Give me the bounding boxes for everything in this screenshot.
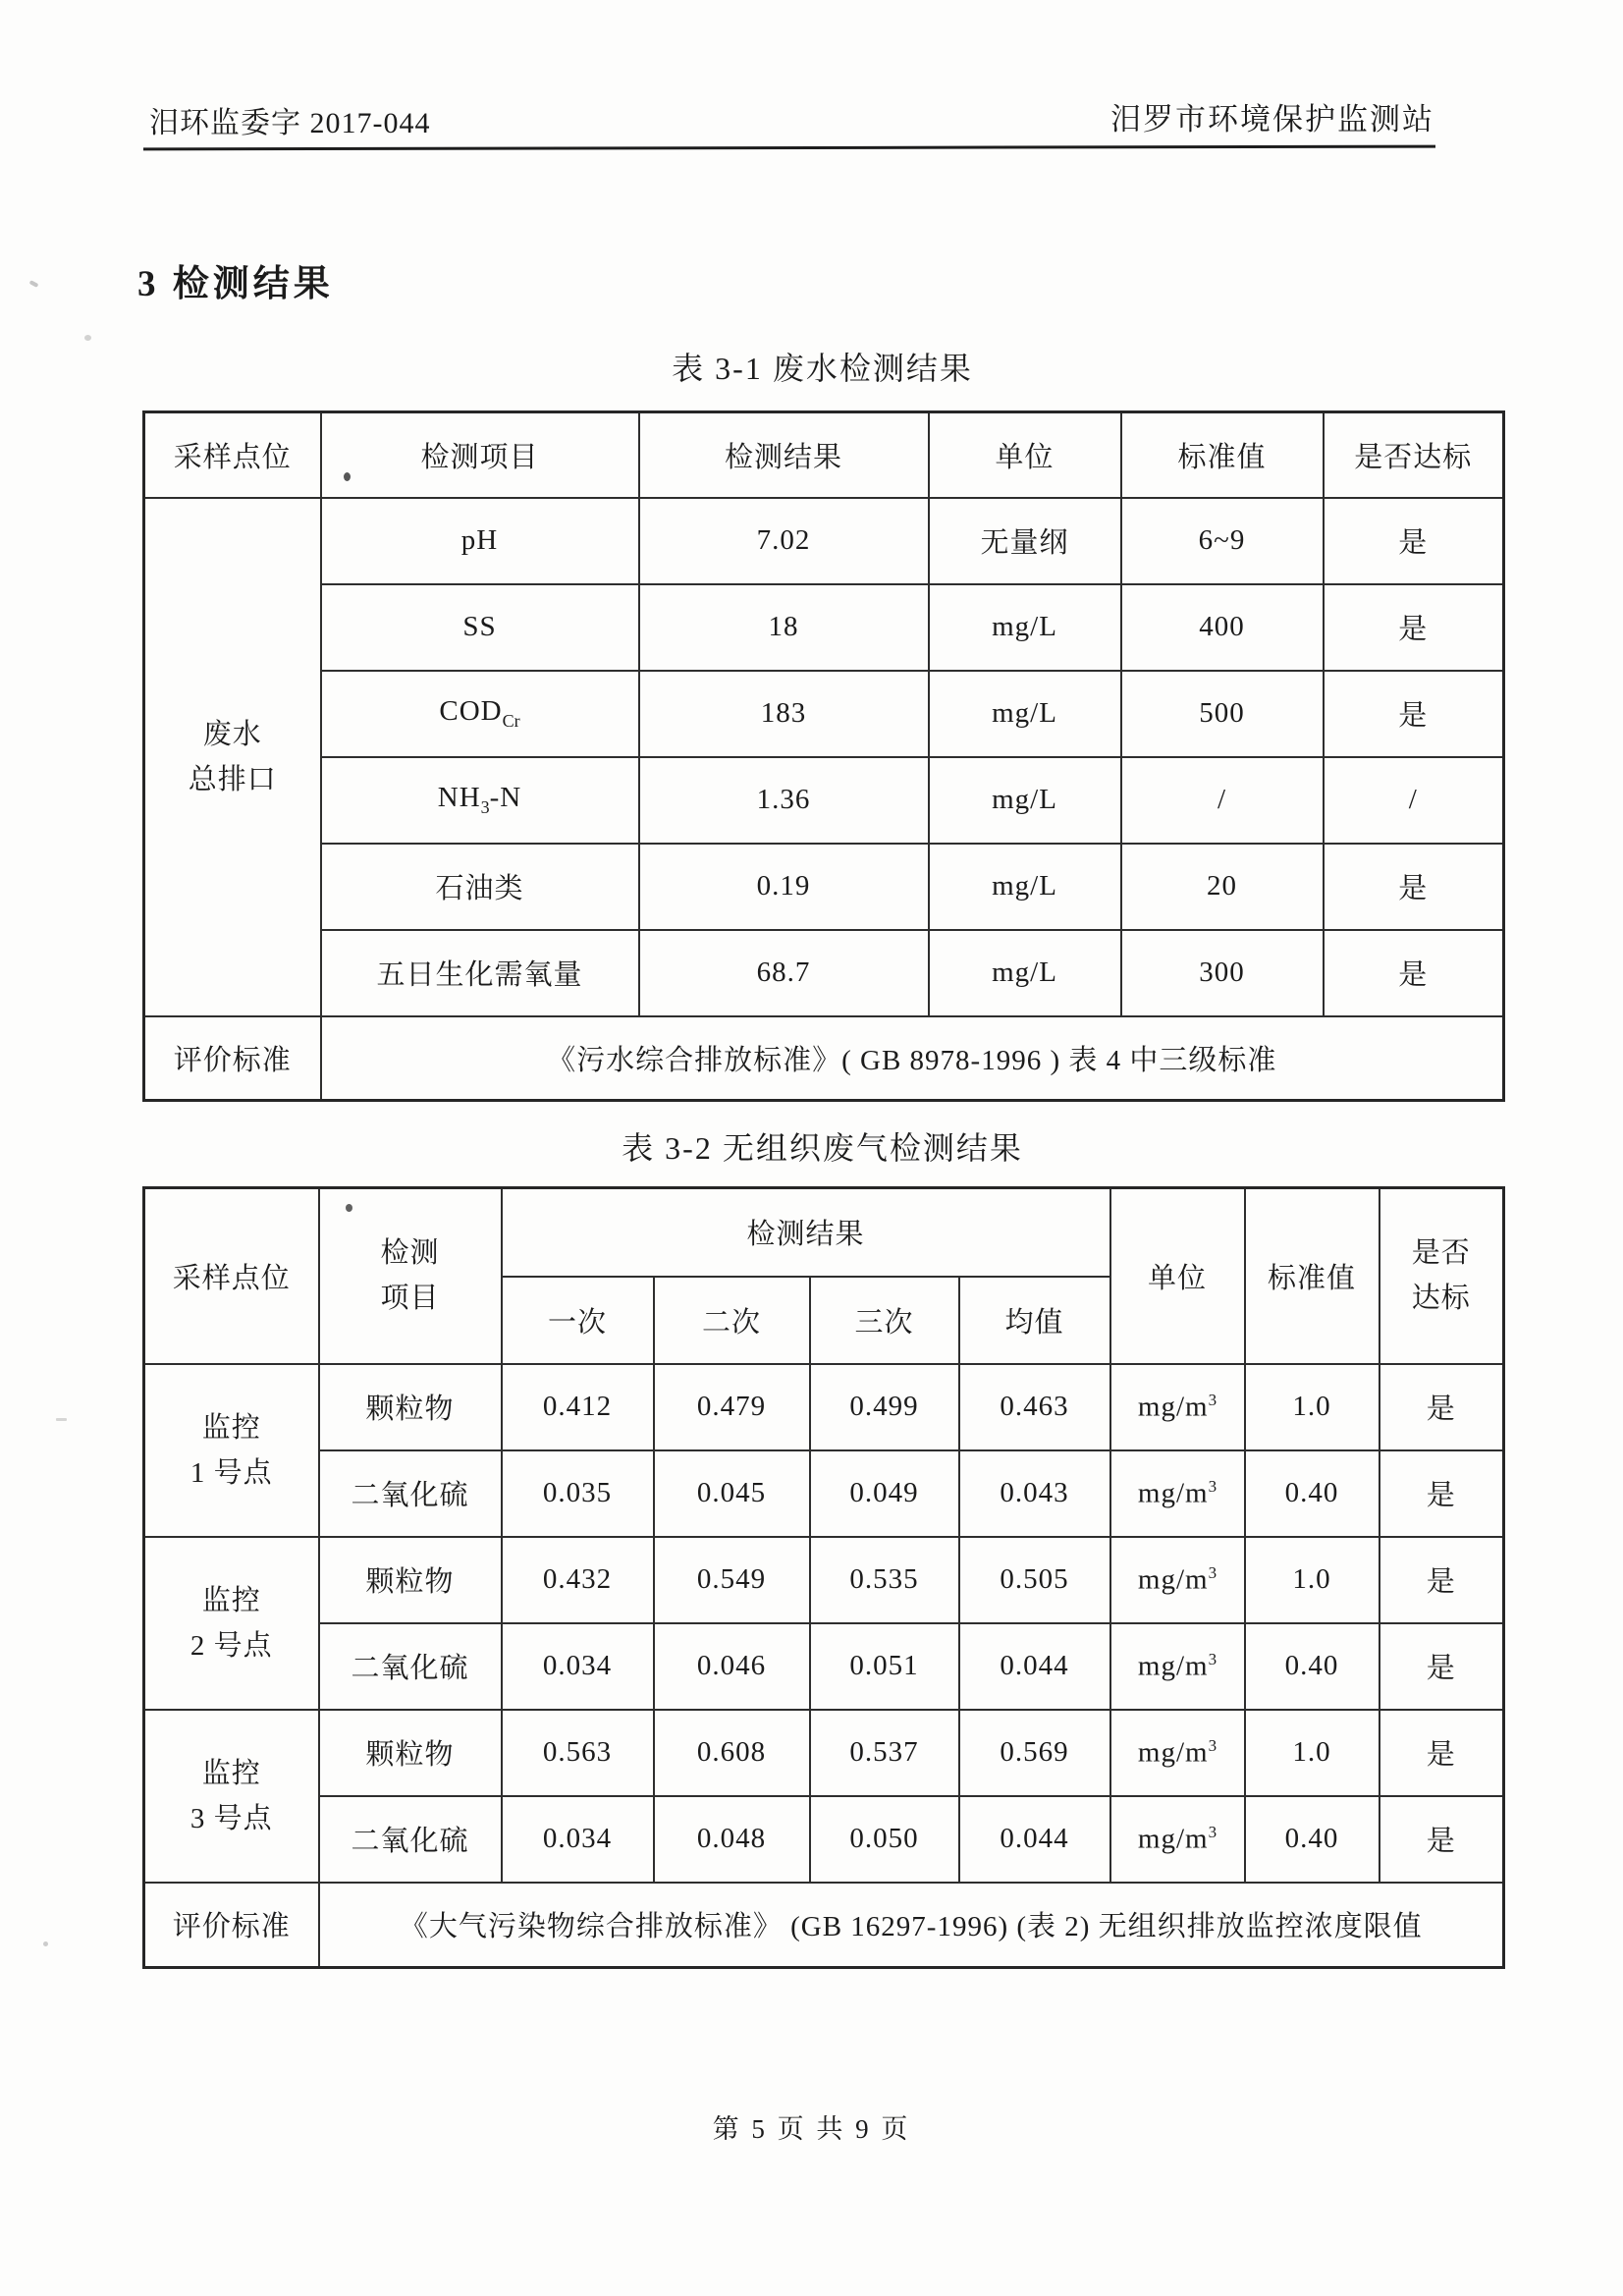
run2-cell: 0.048 — [654, 1796, 810, 1883]
evaluation-text: 《污水综合排放标准》( GB 8978-1996 ) 表 4 中三级标准 — [321, 1016, 1504, 1101]
scan-mark-artifact — [29, 280, 39, 288]
run2-cell: 0.045 — [654, 1450, 810, 1537]
item-cell: 石油类 — [321, 844, 639, 930]
run2-cell: 0.046 — [654, 1623, 810, 1710]
evaluation-label: 评价标准 — [144, 1016, 321, 1101]
table-row — [144, 584, 1504, 671]
unit-cell: $mg/m^3$ — [1110, 1796, 1245, 1883]
run1-cell: 0.412 — [502, 1364, 654, 1450]
result-cell: 1.36 — [639, 757, 929, 844]
item-cell: pH — [321, 498, 639, 584]
scan-mark-artifact — [43, 1941, 48, 1946]
unit-cell: mg/L — [929, 671, 1121, 757]
run1-cell: 0.432 — [502, 1537, 654, 1623]
item-cell: SS — [321, 584, 639, 671]
item-cell: 颗粒物 — [319, 1364, 502, 1450]
ink-dot-artifact — [346, 1204, 352, 1212]
result-cell: 183 — [639, 671, 929, 757]
item-cell: $NH_3-N$ — [321, 757, 639, 844]
standard-cell: 500 — [1121, 671, 1324, 757]
standard-cell: 0.40 — [1245, 1450, 1380, 1537]
run3-cell: 0.049 — [810, 1450, 959, 1537]
unit-cell: $mg/m^3$ — [1110, 1710, 1245, 1796]
standard-cell: 300 — [1121, 930, 1324, 1016]
table-row — [144, 1364, 1504, 1450]
compliance-cell: 是 — [1324, 844, 1504, 930]
unit-cell: $mg/m^3$ — [1110, 1364, 1245, 1450]
item-cell: 颗粒物 — [319, 1537, 502, 1623]
standard-cell: / — [1121, 757, 1324, 844]
run1-cell: 0.034 — [502, 1796, 654, 1883]
compliance-cell: 是 — [1380, 1623, 1504, 1710]
table-header-row — [144, 1188, 1504, 1277]
item-cell: 二氧化硫 — [319, 1796, 502, 1883]
evaluation-label: 评价标准 — [144, 1883, 319, 1968]
fugitive-gas-results-table — [142, 1186, 1505, 1969]
unit-cell: mg/L — [929, 844, 1121, 930]
average-cell: 0.505 — [959, 1537, 1110, 1623]
result-cell: 0.19 — [639, 844, 929, 930]
table-row — [144, 498, 1504, 584]
header-compliance: 是否达标 — [1324, 412, 1504, 498]
header-run2: 二次 — [654, 1277, 810, 1364]
scan-mark-artifact — [56, 1418, 67, 1421]
average-cell: 0.044 — [959, 1796, 1110, 1883]
header-run1: 一次 — [502, 1277, 654, 1364]
site-cell — [144, 498, 321, 1016]
agency-name: 汨罗市环境保护监测站 — [1110, 102, 1434, 137]
table-row — [144, 1450, 1504, 1537]
compliance-cell: 是 — [1324, 930, 1504, 1016]
average-cell: 0.463 — [959, 1364, 1110, 1450]
unit-cell: $mg/m^3$ — [1110, 1537, 1245, 1623]
header-sampling-point: 采样点位 — [144, 412, 321, 498]
header-average: 均值 — [959, 1277, 1110, 1364]
run2-cell: 0.608 — [654, 1710, 810, 1796]
average-cell: 0.569 — [959, 1710, 1110, 1796]
table1-title: 表 3-1 废水检测结果 — [672, 351, 973, 386]
compliance-cell: 是 — [1380, 1450, 1504, 1537]
run3-cell: 0.537 — [810, 1710, 959, 1796]
document-number: 汨环监委字 2017-044 — [149, 107, 431, 139]
table-row — [144, 1710, 1504, 1796]
table-row — [144, 1796, 1504, 1883]
standard-cell: 0.40 — [1245, 1623, 1380, 1710]
header-test-item: 检测项目 — [321, 412, 639, 498]
unit-cell: mg/L — [929, 757, 1121, 844]
run2-cell: 0.479 — [654, 1364, 810, 1450]
standard-cell: 6~9 — [1121, 498, 1324, 584]
run3-cell: 0.499 — [810, 1364, 959, 1450]
header-test-result: 检测结果 — [639, 412, 929, 498]
header-unit: 单位 — [1110, 1188, 1245, 1364]
table-row — [144, 930, 1504, 1016]
page-number: 第 5 页 共 9 页 — [712, 2114, 911, 2144]
unit-cell: mg/L — [929, 930, 1121, 1016]
standard-cell: 1.0 — [1245, 1710, 1380, 1796]
table-header-row — [144, 412, 1504, 498]
header-rule — [143, 145, 1435, 151]
table-row — [144, 1537, 1504, 1623]
run3-cell: 0.535 — [810, 1537, 959, 1623]
site-line2: 总排口 — [188, 763, 277, 795]
table-row — [144, 1623, 1504, 1710]
ink-dot-artifact — [344, 472, 351, 481]
item-cell: 二氧化硫 — [319, 1450, 502, 1537]
run1-cell: 0.034 — [502, 1623, 654, 1710]
site-cell: 监控 3 号点 — [144, 1710, 319, 1883]
standard-cell: 20 — [1121, 844, 1324, 930]
header-standard: 标准值 — [1121, 412, 1324, 498]
wastewater-results-table — [142, 410, 1505, 1102]
header-test-item: 检测 项目 — [319, 1188, 502, 1364]
site-cell: 监控 2 号点 — [144, 1537, 319, 1710]
result-cell: 7.02 — [639, 498, 929, 584]
evaluation-row — [144, 1016, 1504, 1101]
site-cell: 监控 1 号点 — [144, 1364, 319, 1537]
item-cell: $COD_{Cr}$ — [321, 671, 639, 757]
item-cell: 颗粒物 — [319, 1710, 502, 1796]
compliance-cell: 是 — [1380, 1537, 1504, 1623]
compliance-cell: 是 — [1324, 671, 1504, 757]
average-cell: 0.043 — [959, 1450, 1110, 1537]
unit-cell: $mg/m^3$ — [1110, 1450, 1245, 1537]
scan-mark-artifact — [84, 335, 91, 341]
compliance-cell: / — [1324, 757, 1504, 844]
table-row — [144, 757, 1504, 844]
header-result-group: 检测结果 — [502, 1188, 1110, 1277]
evaluation-text: 《大气污染物综合排放标准》 (GB 16297-1996) (表 2) 无组织排放监控浓度限值 — [319, 1883, 1504, 1968]
site-line1: 废水 — [202, 718, 262, 750]
table-row — [144, 844, 1504, 930]
compliance-cell: 是 — [1380, 1796, 1504, 1883]
compliance-cell: 是 — [1380, 1710, 1504, 1796]
unit-cell: 无量纲 — [929, 498, 1121, 584]
compliance-cell: 是 — [1324, 498, 1504, 584]
result-cell: 68.7 — [639, 930, 929, 1016]
standard-cell: 0.40 — [1245, 1796, 1380, 1883]
table-row — [144, 671, 1504, 757]
header-compliance: 是否 达标 — [1380, 1188, 1504, 1364]
table2-title: 表 3-2 无组织废气检测结果 — [622, 1130, 1023, 1166]
result-cell: 18 — [639, 584, 929, 671]
compliance-cell: 是 — [1324, 584, 1504, 671]
average-cell: 0.044 — [959, 1623, 1110, 1710]
run1-cell: 0.563 — [502, 1710, 654, 1796]
standard-cell: 400 — [1121, 584, 1324, 671]
header-sampling-point: 采样点位 — [144, 1188, 319, 1364]
standard-cell: 1.0 — [1245, 1537, 1380, 1623]
section-heading: 3 检测结果 — [137, 264, 334, 304]
standard-cell: 1.0 — [1245, 1364, 1380, 1450]
compliance-cell: 是 — [1380, 1364, 1504, 1450]
run2-cell: 0.549 — [654, 1537, 810, 1623]
unit-cell: $mg/m^3$ — [1110, 1623, 1245, 1710]
run3-cell: 0.051 — [810, 1623, 959, 1710]
item-cell: 二氧化硫 — [319, 1623, 502, 1710]
evaluation-row — [144, 1883, 1504, 1968]
header-standard: 标准值 — [1245, 1188, 1380, 1364]
header-unit: 单位 — [929, 412, 1121, 498]
run3-cell: 0.050 — [810, 1796, 959, 1883]
unit-cell: mg/L — [929, 584, 1121, 671]
header-run3: 三次 — [810, 1277, 959, 1364]
run1-cell: 0.035 — [502, 1450, 654, 1537]
item-cell: 五日生化需氧量 — [321, 930, 639, 1016]
